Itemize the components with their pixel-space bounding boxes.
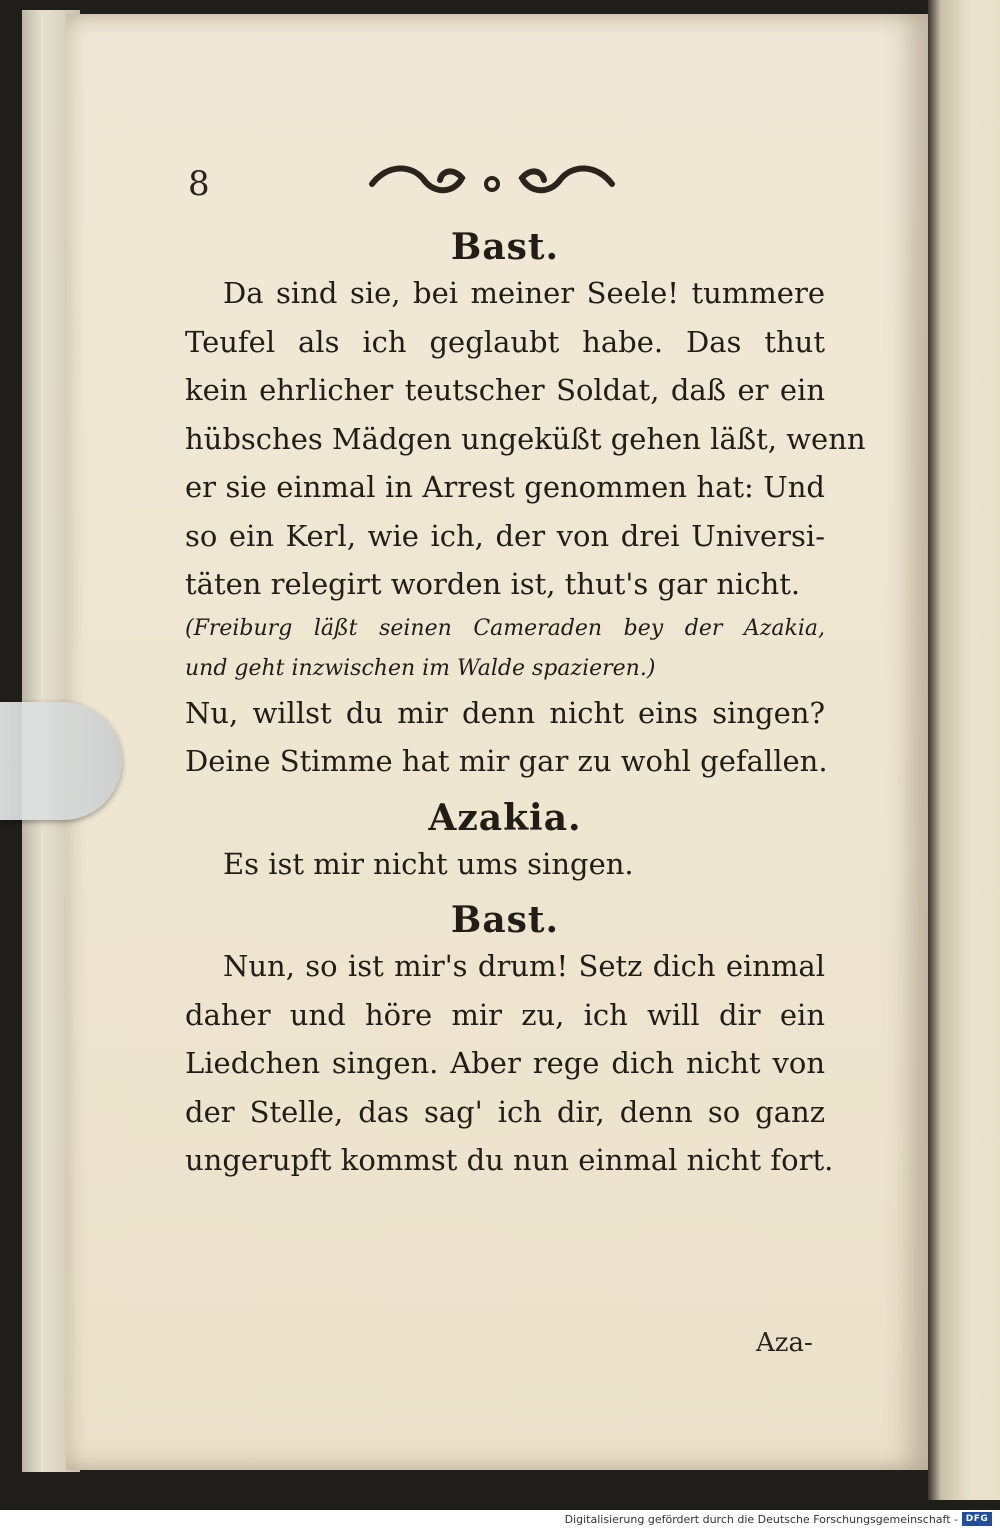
text-line: so ein Kerl, wie ich, der von drei Universi-: [185, 518, 825, 553]
text-line: Es ist mir nicht ums singen.: [223, 846, 634, 881]
text-line: der Stelle, das sag' ich dir, denn so ganz: [185, 1094, 825, 1129]
text-line: Nun, so ist mir's drum! Setz dich einmal: [223, 949, 825, 983]
text-line: hübsches Mädgen ungeküßt gehen läßt, wenn: [185, 421, 866, 456]
text-line: ungerupft kommst du nun einmal nicht fort.: [185, 1143, 834, 1177]
speaker-name: Azakia.: [428, 796, 582, 839]
opposite-page: [928, 0, 1000, 1500]
dfg-logo[interactable]: DFG: [962, 1512, 992, 1526]
page-number: 8: [188, 164, 210, 204]
stage-direction: und geht inzwischen im Walde spazieren.): [185, 655, 656, 681]
text-line: kein ehrlicher teutscher Soldat, daß er ein: [185, 373, 825, 407]
stage-direction: (Freiburg läßt seinen Cameraden bey der Azakia,: [185, 615, 825, 641]
page-clip: [0, 702, 122, 820]
dialogue-text: [185, 225, 866, 1185]
text-line: Nu, willst du mir denn nicht eins singen?: [185, 695, 825, 730]
text-line: Liedchen singen. Aber rege dich nicht von: [185, 1046, 825, 1080]
scroll-ornament-icon: [362, 150, 622, 210]
speaker-name: Bast.: [450, 226, 560, 268]
speaker-name: Bast.: [450, 899, 560, 941]
text-line: Da sind sie, bei meiner Seele! tummere: [223, 276, 825, 310]
text-line: Teufel als ich geglaubt habe. Das thut: [185, 324, 825, 359]
text-line: Deine Stimme hat mir gar zu wohl gefallen.: [185, 744, 828, 778]
catchword: Aza-: [756, 1328, 813, 1358]
text-line: täten relegirt worden ist, thut's gar nicht.: [185, 567, 801, 601]
text-line: er sie einmal in Arrest genommen hat: Und: [185, 470, 825, 504]
footer-credit: Digitalisierung gefördert durch die Deutsche Forschungsgemeinschaft -: [564, 1513, 958, 1526]
text-line: daher und höre mir zu, ich will dir ein: [185, 997, 825, 1032]
